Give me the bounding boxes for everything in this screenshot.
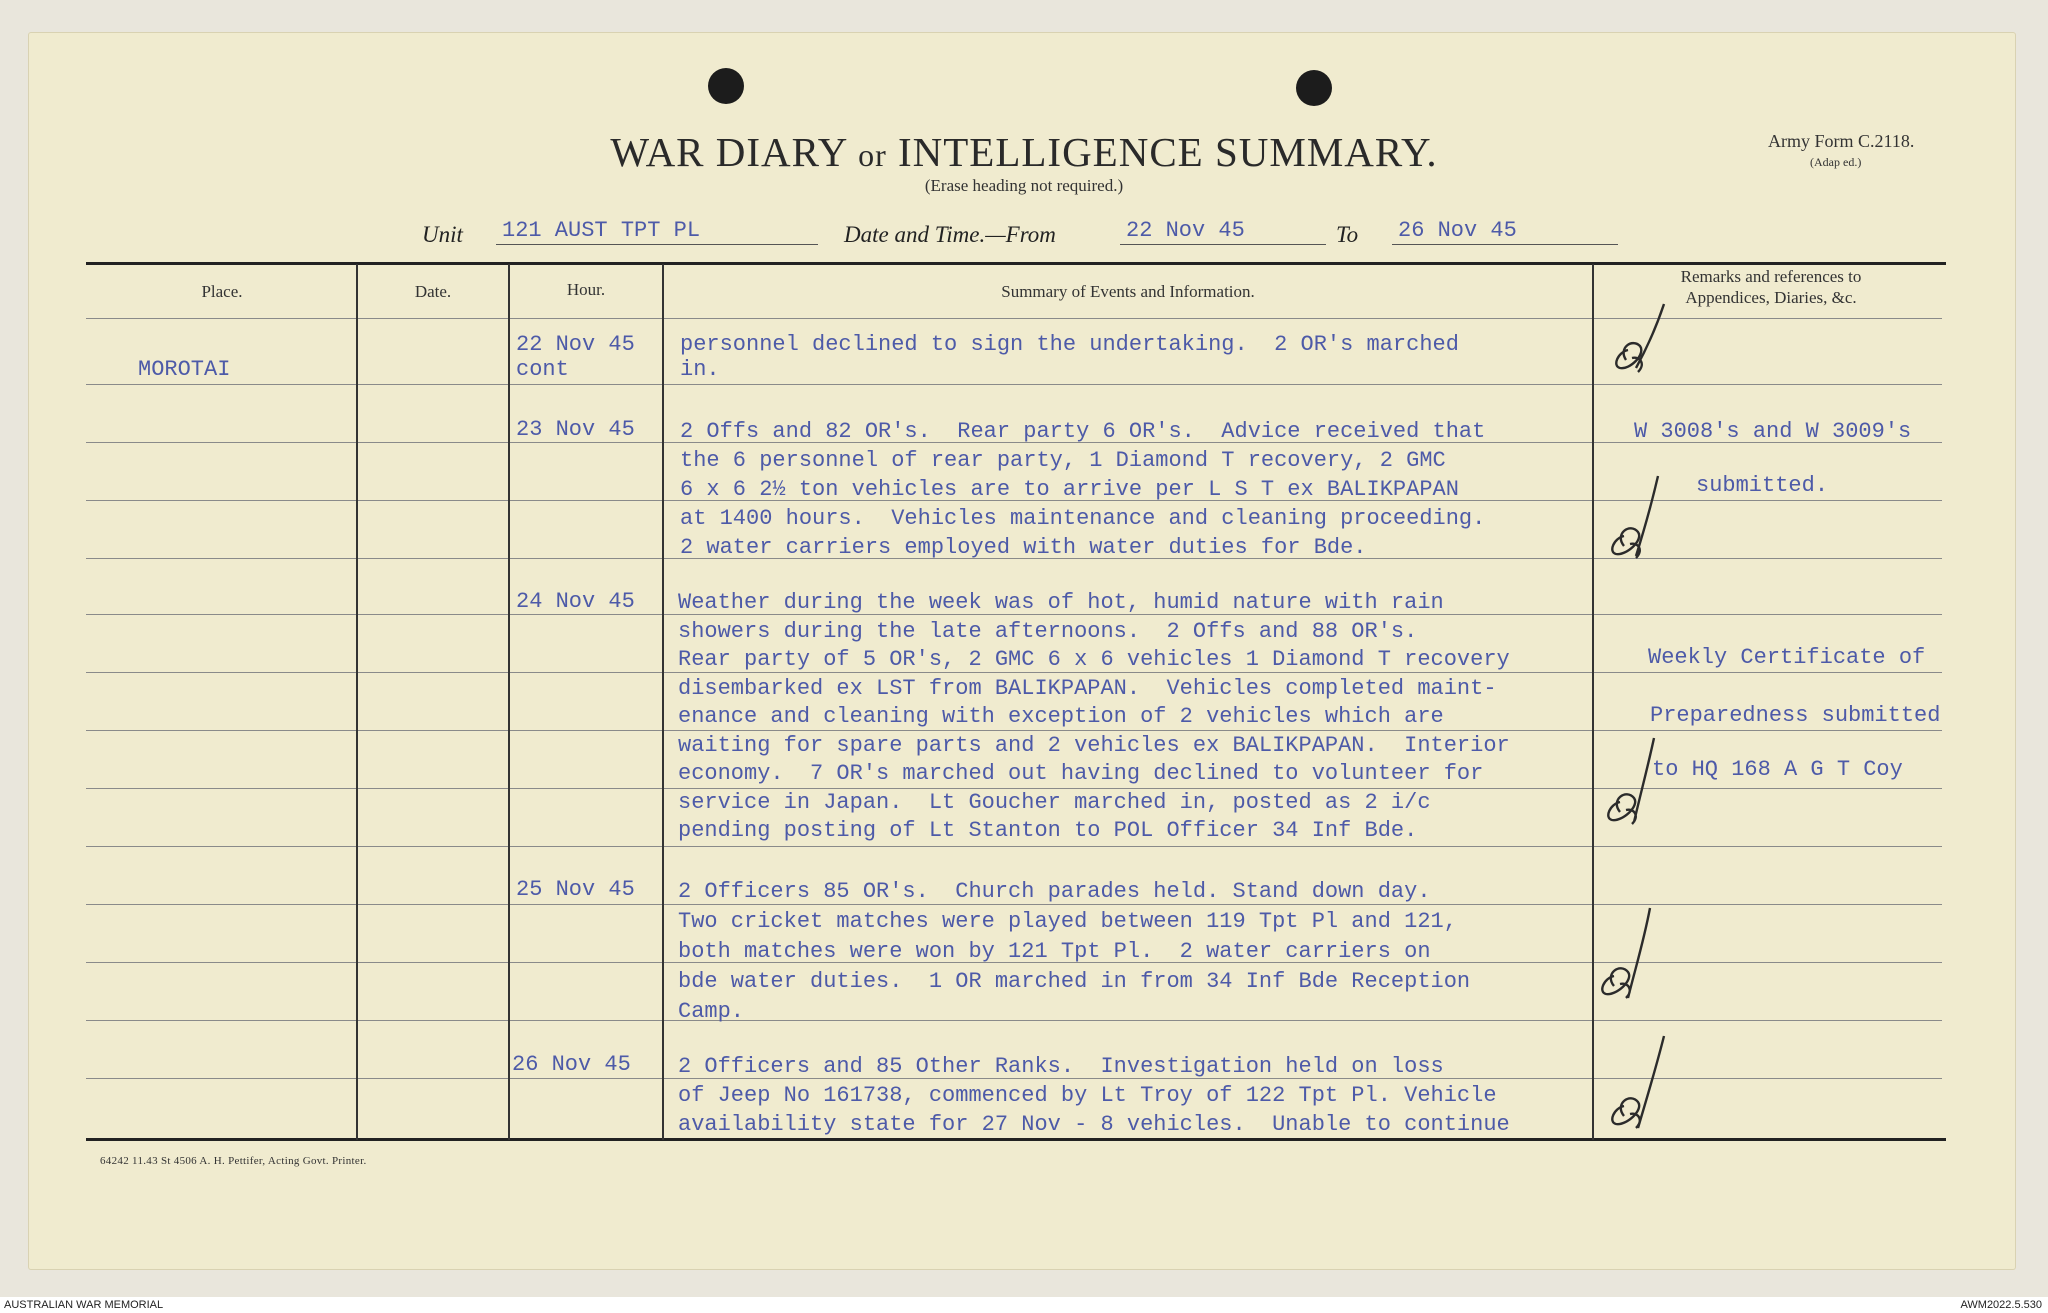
date-column-header: Date. [414,282,452,301]
date-to-label: To [1336,222,1359,247]
entry-hour: 24 Nov 45 [516,589,635,614]
entry-hour: 23 Nov 45 [516,417,635,442]
initials-signature-icon [1600,736,1670,830]
column-divider-place-date [356,264,358,1140]
entry-hour: 26 Nov 45 [512,1052,631,1077]
date-to-value: 26 Nov 45 [1392,218,1618,245]
ruled-line [86,846,1942,847]
title-part1: WAR DIARY [610,129,847,175]
remark-text: Preparedness submitted [1650,703,1941,728]
place-entry: MOROTAI [138,357,231,382]
punch-hole-right [1296,70,1332,106]
archive-accession-number: AWM2022.5.530 [1960,1299,2042,1311]
remark-text: Weekly Certificate of [1648,645,1926,670]
entry-summary: personnel declined to sign the undertaking. 2 OR's marched in. [680,332,1459,382]
form-title [0,128,2048,176]
archive-source-label: AUSTRALIAN WAR MEMORIAL [4,1299,164,1311]
table-top-rule [86,262,1946,265]
entry-hour: 22 Nov 45 cont [516,332,635,382]
column-divider-summary-remarks [1592,264,1594,1140]
column-divider-date-hour [508,264,510,1140]
remarks-column-header-line1: Remarks and references to [1680,267,1862,286]
title-part2: INTELLIGENCE SUMMARY. [897,129,1438,175]
initials-signature-icon [1604,1032,1674,1136]
initials-signature-icon [1596,906,1666,1006]
unit-label: Unit [422,222,463,247]
initials-signature-icon [1602,472,1672,566]
summary-column-header: Summary of Events and Information. [1001,282,1255,301]
remark-text: W 3008's and W 3009's [1634,419,1912,444]
form-subtitle: (Erase heading not required.) [924,176,1124,195]
unit-value: 121 AUST TPT PL [496,218,818,245]
army-form-number: Army Form C.2118. [1768,131,1915,151]
printer-imprint: 64242 11.43 St 4506 A. H. Pettifer, Acting Govt. Printer. [100,1155,367,1167]
archive-caption-band [0,1297,2048,1313]
date-from-value: 22 Nov 45 [1120,218,1326,245]
army-form-adapted: (Adap ed.) [1810,155,1862,169]
date-time-from-label: Date and Time.—From [844,222,1056,247]
place-column-header: Place. [201,282,243,301]
entry-hour: 25 Nov 45 [516,877,635,902]
punch-hole-left [708,68,744,104]
entry-summary: Weather during the week was of hot, humid nature with rain showers during the late afternoons. 2 Offs and 88 OR's. Rear party of 5 OR's, 2 GMC 6 x 6 vehicles 1 Diamond T recovery disembarked ex LST from BALIKPAPAN. Vehicles completed maint- enance and cleaning with exception of 2 vehicles which are waiting for spare parts and 2 vehicles ex BALIKPAPAN. Interior economy. 7 OR's marched out having declined to volunteer for service in Japan. Lt Goucher marched in, posted as 2 i/c pending posting of Lt Stanton to POL Officer 34 Inf Bde. [678,590,1510,843]
entry-summary: 2 Officers and 85 Other Ranks. Investigation held on loss of Jeep No 161738, commenced by Lt Troy of 122 Tpt Pl. Vehicle availability state for 27 Nov - 8 vehicles. Unable to continue [678,1054,1510,1137]
entry-summary: 2 Officers 85 OR's. Church parades held. Stand down day. Two cricket matches were played between 119 Tpt Pl and 121, both matches were won by 121 Tpt Pl. 2 water carriers on bde water duties. 1 OR marched in from 34 Inf Bde Reception Camp. [678,879,1471,1024]
initials-signature-icon [1606,298,1676,392]
title-or: or [858,137,887,173]
remark-text: submitted. [1696,473,1829,498]
column-divider-hour-summary [662,264,664,1140]
entry-summary: 2 Offs and 82 OR's. Rear party 6 OR's. Advice received that the 6 personnel of rear party, 1 Diamond T recovery, 2 GMC 6 x 6 2½ ton vehicles are to arrive per L S T ex BALIKPAPAN at 1400 hours. Vehicles maintenance and cleaning proceeding. 2 water carriers employed with water duties for Bde. [680,419,1486,560]
hour-column-header: Hour. [566,280,606,299]
remark-text: to HQ 168 A G T Coy [1652,757,1903,782]
remarks-column-header-line2: Appendices, Diaries, &c. [1685,288,1857,307]
